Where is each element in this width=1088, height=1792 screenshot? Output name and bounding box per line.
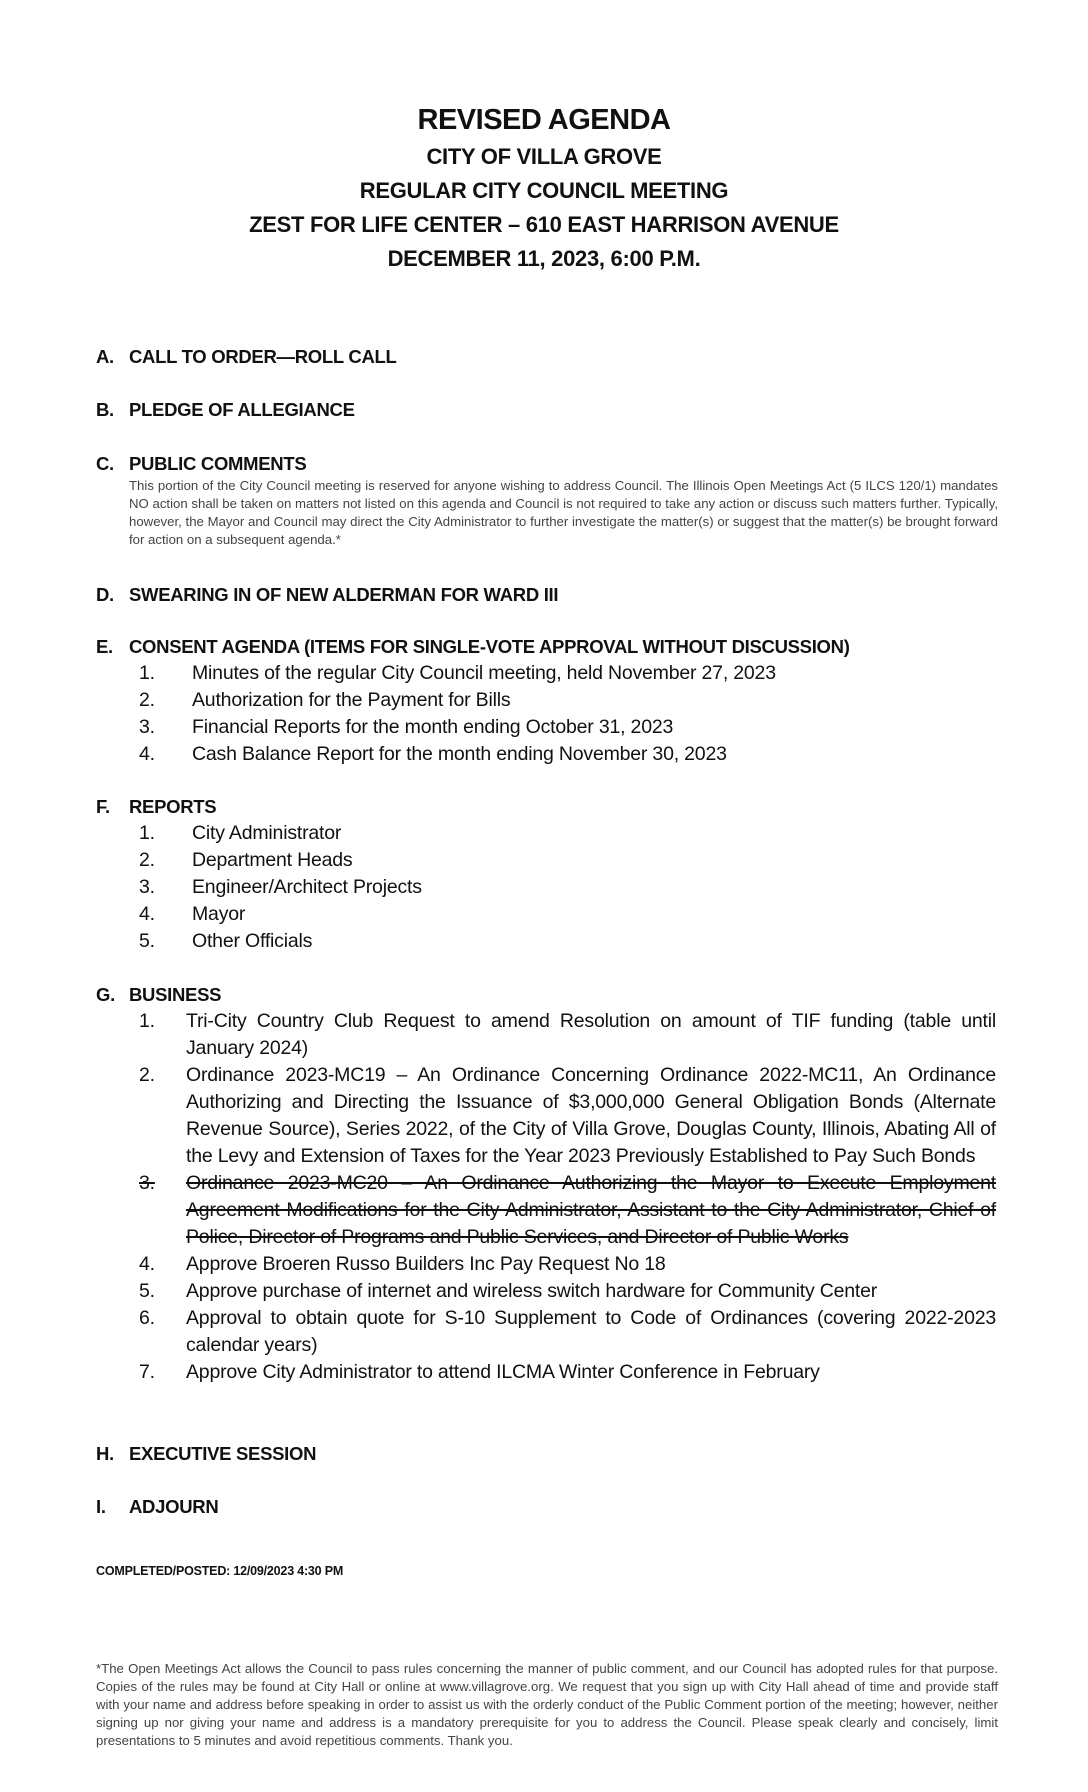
section-title: CONSENT AGENDA (ITEMS FOR SINGLE-VOTE APPROVAL WITHOUT DISCUSSION) bbox=[129, 636, 850, 657]
section-title: EXECUTIVE SESSION bbox=[129, 1443, 317, 1464]
list-item: 2. Department Heads bbox=[139, 849, 353, 871]
section-letter: B. bbox=[96, 399, 114, 420]
section-letter: I. bbox=[96, 1496, 106, 1517]
list-item: 7. Approve City Administrator to attend ILCMA Winter Conference in February bbox=[139, 1361, 820, 1383]
section-business bbox=[96, 982, 996, 1386]
section-letter: E. bbox=[96, 636, 113, 657]
list-item: 1. City Administrator bbox=[139, 822, 342, 844]
meeting-type: REGULAR CITY COUNCIL MEETING bbox=[359, 178, 729, 203]
meeting-location: ZEST FOR LIFE CENTER – 610 EAST HARRISON AVENUE bbox=[249, 212, 839, 237]
section-call-to-order bbox=[96, 344, 996, 370]
section-letter: A. bbox=[96, 346, 114, 367]
consent-items bbox=[139, 660, 996, 768]
section-title: REPORTS bbox=[129, 796, 217, 817]
section-title: PUBLIC COMMENTS bbox=[129, 453, 307, 474]
list-item: 2. Ordinance 2023-MC19 – An Ordinance Concerning Ordinance 2022-MC11, An Ordinance Authorizing and Directing the Issuance of $3,000,000 General Obligation Bonds (Alternate Revenue Source), Series 2022, of the City of Villa Grove, Douglas County, Illinois, Abating All of the Levy and Extension of Taxes for the Year 2023 Previously Established to Pay Such Bonds bbox=[139, 1064, 996, 1167]
list-item: 4. Approve Broeren Russo Builders Inc Pay Request No 18 bbox=[139, 1253, 666, 1275]
list-item: 2. Authorization for the Payment for Bills bbox=[139, 689, 511, 711]
agenda-header bbox=[0, 100, 1088, 276]
section-executive-session bbox=[96, 1441, 996, 1467]
agenda-title: REVISED AGENDA bbox=[417, 104, 671, 136]
public-comments-description: This portion of the City Council meeting is reserved for anyone wishing to address Council. The Illinois Open Meetings Act (5 ILCS 120/1) mandates NO action shall be taken on matters not listed on this agenda and Council is not required to take any action or discuss such matters further. Typically, however, the Mayor and Council may direct the City Administrator to further investigate the matter(s) or suggest that the matter(s) be brought forward for action on a subsequent agenda.* bbox=[129, 478, 998, 547]
list-item: 3. Engineer/Architect Projects bbox=[139, 876, 422, 898]
section-letter: C. bbox=[96, 453, 114, 474]
section-letter: D. bbox=[96, 584, 114, 605]
section-title: PLEDGE OF ALLEGIANCE bbox=[129, 399, 355, 420]
list-item: 1. Tri-City Country Club Request to amend Resolution on amount of TIF funding (table until January 2024) bbox=[139, 1010, 996, 1059]
section-adjourn bbox=[96, 1494, 996, 1520]
city-name: CITY OF VILLA GROVE bbox=[426, 144, 662, 169]
section-letter: H. bbox=[96, 1443, 114, 1464]
posted-timestamp: COMPLETED/POSTED: 12/09/2023 4:30 PM bbox=[96, 1564, 344, 1578]
section-pledge bbox=[96, 397, 996, 423]
list-item: 1. Minutes of the regular City Council meeting, held November 27, 2023 bbox=[139, 662, 776, 684]
section-letter: F. bbox=[96, 796, 110, 817]
list-item: 3. Financial Reports for the month ending October 31, 2023 bbox=[139, 716, 674, 738]
section-title: BUSINESS bbox=[129, 984, 222, 1005]
list-item: 4. Cash Balance Report for the month ending November 30, 2023 bbox=[139, 743, 727, 765]
section-title: ADJOURN bbox=[129, 1496, 219, 1517]
section-swearing-in bbox=[96, 582, 996, 608]
list-item: 6. Approval to obtain quote for S-10 Supplement to Code of Ordinances (covering 2022-2023 calendar years) bbox=[139, 1307, 996, 1356]
section-public-comments bbox=[96, 451, 996, 549]
meeting-datetime: DECEMBER 11, 2023, 6:00 P.M. bbox=[387, 246, 701, 271]
section-letter: G. bbox=[96, 984, 115, 1005]
section-title: SWEARING IN OF NEW ALDERMAN FOR WARD III bbox=[129, 584, 559, 605]
list-item: 4. Mayor bbox=[139, 903, 246, 925]
report-items bbox=[139, 820, 996, 955]
struck-list-item: 3. Ordinance 2023-MC20 – An Ordinance Authorizing the Mayor to Execute Employment Agreement Modifications for the City Administrator, Assistant to the City Administrator, Chief of Police, Director of Programs and Public Services, and Director of Public Works bbox=[139, 1172, 996, 1248]
footnote: *The Open Meetings Act allows the Council to pass rules concerning the manner of public comment, and our Council has adopted rules for that purpose. Copies of the rules may be found at City Hall or online at www.villagrove.org. We request that you sign up with City Hall ahead of time and provide staff with your name and address before speaking in order to assist us with the orderly conduct of the Public Comment portion of the meeting; however, neither signing up nor giving your name and address is a mandatory prerequisite for you to address the Council. Please speak clearly and concisely, limit presentations to 5 minutes and avoid repetitious comments. Thank you. bbox=[96, 1661, 998, 1748]
list-item: 5. Other Officials bbox=[139, 930, 313, 952]
section-consent-agenda bbox=[96, 634, 996, 768]
section-title: CALL TO ORDER—ROLL CALL bbox=[129, 346, 397, 367]
business-items bbox=[139, 1008, 996, 1386]
section-reports bbox=[96, 794, 996, 955]
list-item: 5. Approve purchase of internet and wireless switch hardware for Community Center bbox=[139, 1280, 878, 1302]
